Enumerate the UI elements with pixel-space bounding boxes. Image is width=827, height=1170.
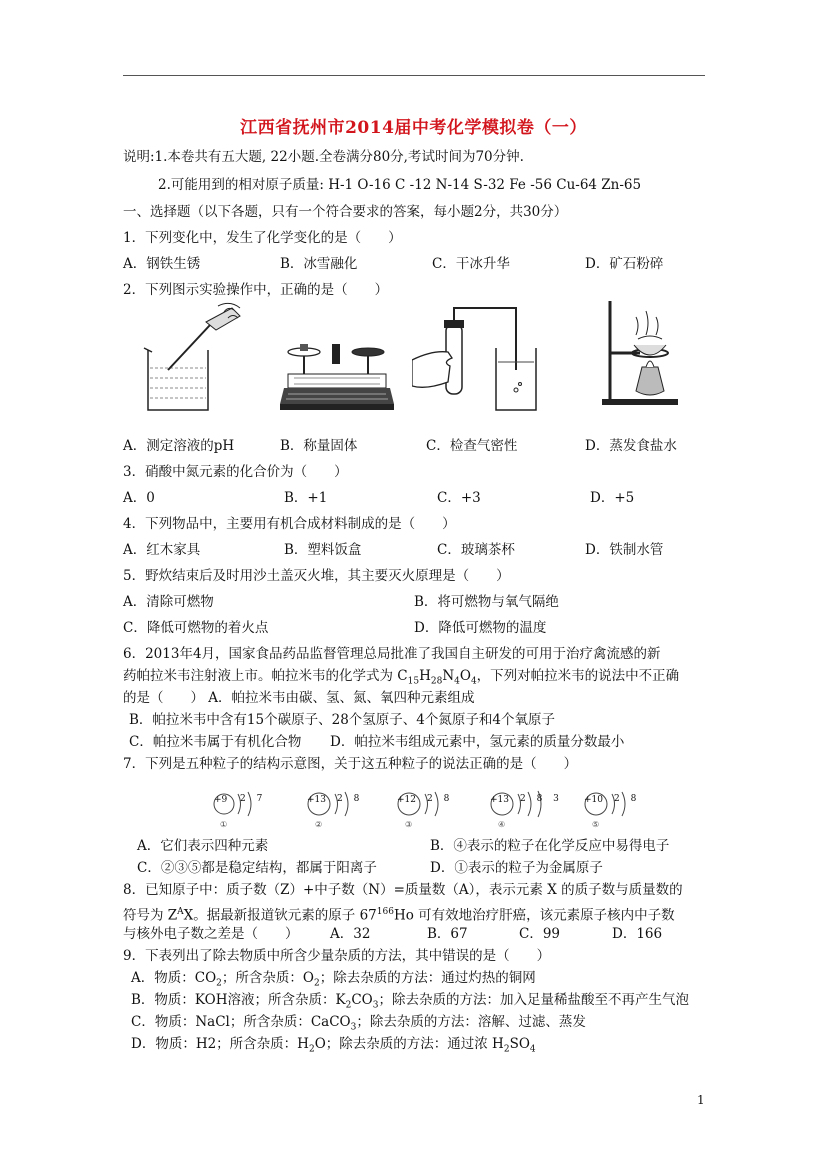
q4-option-c: C．玻璃茶杯 — [437, 542, 515, 558]
q8-line3: 与核外电子数之差是（ ） — [123, 926, 299, 942]
q3-option-d: D．+5 — [590, 490, 635, 506]
page-title: 江西省抚州市2014届中考化学模拟卷（一） — [240, 118, 587, 138]
ph-test-figure — [140, 300, 250, 415]
particle-3-nucleus: +12 — [397, 795, 416, 805]
q3-option-c: C．+3 — [437, 490, 481, 506]
q4-stem: 4．下列物品中，主要用有机合成材料制成的是（ ） — [123, 516, 456, 532]
particle-1 — [210, 790, 280, 835]
evaporation-figure — [600, 295, 680, 410]
q5-stem: 5．野炊结束后及时用沙土盖灭火堆，其主要灭火原理是（ ） — [123, 568, 510, 584]
q2-stem: 2．下列图示实验操作中，正确的是（ ） — [123, 282, 389, 298]
section-heading: 一、选择题（以下各题，只有一个符合要求的答案，每小题2分，共30分） — [123, 204, 568, 220]
q8-line1: 8．已知原子中：质子数（Z）+中子数（N）=质量数（A），表示元素 X 的质子数与质量数的 — [123, 882, 683, 898]
q3-stem: 3．硝酸中氮元素的化合价为（ ） — [123, 464, 348, 480]
q6-option-b: B．帕拉米韦中含有15个碳原子、28个氢原子、4个氮原子和4个氧原子 — [129, 712, 555, 728]
page-number: 1 — [697, 1093, 705, 1107]
q1-stem: 1．下列变化中，发生了化学变化的是（ ） — [123, 230, 402, 246]
particle-2 — [305, 790, 375, 835]
q5-option-a: A．清除可燃物 — [123, 594, 214, 610]
q1-option-b: B．冰雪融化 — [280, 256, 358, 272]
q1-option-d: D．矿石粉碎 — [585, 256, 664, 272]
particle-2-nucleus: +13 — [307, 795, 326, 805]
q9-option-c: C．物质：NaCl；所含杂质：CaCO$_3$；除去杂质的方法：溶解、过滤、蒸发 — [131, 1014, 586, 1033]
particle-3-label: ③ — [405, 820, 413, 829]
q9-option-b: B．物质：KOH溶液；所含杂质：$K_2CO_3$；除去杂质的方法：加入足量稀盐酸至不再产生气泡 — [131, 992, 689, 1011]
particle-4 — [488, 790, 568, 835]
q8-option-c: C．99 — [519, 926, 561, 942]
particle-4-nucleus: +13 — [490, 795, 509, 805]
q7-option-d: D．①表示的粒子为金属原子 — [430, 860, 603, 876]
particle-1-nucleus: +9 — [214, 795, 228, 805]
q8-option-d: D．166 — [612, 926, 663, 942]
q8-option-a: A．32 — [330, 926, 371, 942]
q8-line2: 符号为 $Z^AX$。据最新报道钬元素的原子 $67^{166}Ho$ 可有效地治疗肝癌，该元素原子核内中子数 — [123, 907, 675, 924]
particle-5 — [582, 790, 652, 835]
q6-line3: 的是（ ） A．帕拉米韦由碳、氢、氮、氧四种元素组成 — [123, 690, 475, 706]
q5-option-d: D．降低可燃物的温度 — [414, 620, 547, 636]
q3-option-b: B．+1 — [284, 490, 328, 506]
particle-2-electrons: 2 8 — [337, 794, 364, 804]
q4-option-b: B．塑料饭盒 — [284, 542, 362, 558]
note-1: 说明:1.本卷共有五大题, 22小题.全卷满分80分,考试时间为70分钟. — [123, 149, 524, 165]
q8-option-b: B．67 — [427, 926, 468, 942]
q5-option-c: C．降低可燃物的着火点 — [123, 620, 269, 636]
particle-1-label: ① — [220, 820, 228, 829]
q6-option-c: C．帕拉米韦属于有机化合物 — [129, 734, 302, 750]
note-2: 2.可能用到的相对原子质量: H-1 O-16 C -12 N-14 S-32 Fe -56 Cu-64 Zn-65 — [158, 177, 642, 193]
particle-5-electrons: 2 8 — [614, 794, 641, 804]
q1-option-c: C．干冰升华 — [432, 256, 510, 272]
q6-option-d: D．帕拉米韦组成元素中，氢元素的质量分数最小 — [330, 734, 625, 750]
q2-option-c: C．检查气密性 — [426, 438, 518, 454]
q7-option-c: C．②③⑤都是稳定结构，都属于阳离子 — [137, 860, 377, 876]
q1-option-a: A．钢铁生锈 — [123, 256, 201, 272]
q2-option-b: B．称量固体 — [280, 438, 358, 454]
particle-2-label: ② — [315, 820, 323, 829]
particle-1-electrons: 2 7 — [240, 794, 267, 804]
particle-3-electrons: 2 8 — [427, 794, 454, 804]
balance-figure — [280, 330, 395, 420]
particle-3 — [395, 790, 465, 835]
particle-diagrams — [210, 790, 650, 840]
particle-5-label: ⑤ — [592, 820, 600, 829]
header-rule — [123, 75, 705, 76]
q4-option-a: A．红木家具 — [123, 542, 201, 558]
q2-option-a: A．测定溶液的pH — [123, 438, 235, 454]
particle-4-label: ④ — [498, 820, 506, 829]
particle-5-nucleus: +10 — [584, 795, 603, 805]
q9-option-a: A．物质：$CO_2$；所含杂质：$O_2$；除去杂质的方法：通过灼热的铜网 — [131, 970, 536, 989]
particle-4-electrons: 2 8 3 — [520, 794, 563, 804]
q7-stem: 7．下列是五种粒子的结构示意图，关于这五种粒子的说法正确的是（ ） — [123, 756, 578, 772]
q9-option-d: D．物质：H2；所含杂质：$H_2O$；除去杂质的方法：通过浓 $H_2SO_4$ — [131, 1036, 536, 1055]
q2-option-d: D．蒸发食盐水 — [585, 438, 677, 454]
q9-stem: 9．下表列出了除去物质中所含少量杂质的方法，其中错误的是（ ） — [123, 948, 551, 964]
q7-option-a: A．它们表示四种元素 — [137, 838, 269, 854]
q3-option-a: A．0 — [123, 490, 155, 506]
q4-option-d: D．铁制水管 — [585, 542, 664, 558]
airtightness-figure — [412, 300, 542, 420]
q6-line2: 药帕拉米韦注射液上市。帕拉米韦的化学式为 $C_{15}H_{28}N_4O_4$，下列对帕拉米韦的说法中不正确 — [123, 668, 680, 687]
q6-line1: 6．2013年4月，国家食品药品监督管理总局批准了我国自主研发的可用于治疗禽流感的新 — [123, 646, 661, 662]
q7-option-b: B．④表示的粒子在化学反应中易得电子 — [430, 838, 670, 854]
q5-option-b: B．将可燃物与氧气隔绝 — [414, 594, 559, 610]
